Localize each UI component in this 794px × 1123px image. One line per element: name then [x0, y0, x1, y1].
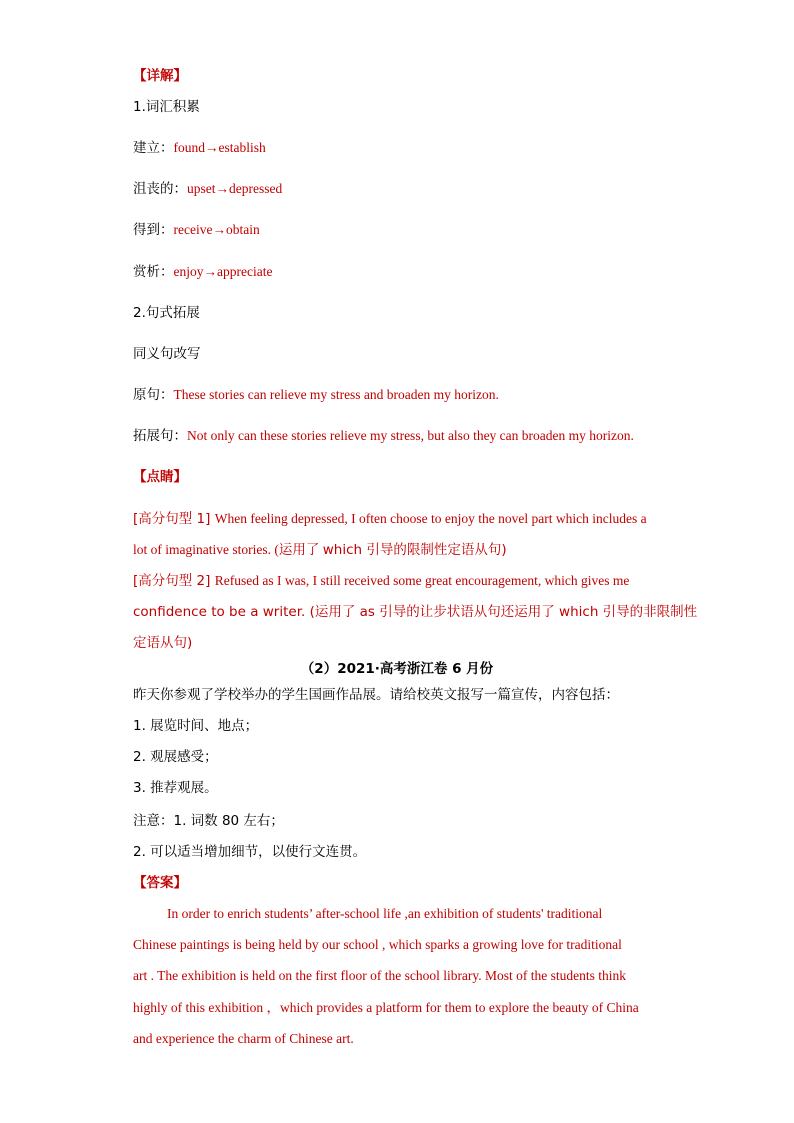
expanded-label: 拓展句：: [133, 428, 187, 444]
sentence-note: which 引导的限制性定语从句): [322, 542, 507, 558]
vocab-cn: 建立：: [133, 140, 174, 156]
vocab-cn: 沮丧的：: [133, 181, 187, 197]
expanded-text: Not only can these stories relieve my stress, but also they can broaden my horizon.: [187, 428, 634, 443]
task-item: 3. 推荐观展。: [133, 780, 218, 796]
original-label: 原句：: [133, 387, 174, 403]
sentence-tag: [高分句型 1]: [133, 511, 215, 527]
sentence-tag: [高分句型 2]: [133, 573, 215, 589]
sentence-text: lot of imaginative stories. (运用了: [133, 542, 323, 557]
answer-line: Chinese paintings is being held by our school , which sparks a growing love for traditional: [133, 937, 622, 952]
task-title: （2）2021·高考浙江卷 6 月份: [300, 661, 494, 677]
vocab-cn: 得到：: [133, 222, 174, 238]
answer-line: and experience the charm of Chinese art.: [133, 1031, 354, 1046]
highlight-sentence-2-end: 定语从句): [133, 635, 193, 651]
vocab-item: [133, 139, 266, 157]
sentence-text: When feeling depressed, I often choose to enjoy the novel part which includes a: [214, 511, 647, 526]
vocab-item: [133, 180, 282, 198]
highlight-sentence-1-cont: [133, 541, 507, 559]
vocab-en: receive→obtain: [173, 222, 260, 237]
highlight-heading: 【点睛】: [133, 469, 187, 485]
answer-heading: 【答案】: [133, 875, 187, 891]
vocab-en: upset→depressed: [187, 181, 283, 196]
highlight-sentence-2-cont: confidence to be a writer. (运用了 as 引导的让步状语从句还运用了 which 引导的非限制性: [133, 604, 698, 620]
task-note: 2. 可以适当增加细节，以使行文连贯。: [133, 844, 367, 860]
expanded-sentence: [133, 427, 634, 445]
task-prompt: 昨天你参观了学校举办的学生国画作品展。请给校英文报写一篇宣传，内容包括：: [133, 687, 619, 703]
highlight-sentence-1: [133, 510, 647, 528]
vocab-en: enjoy→appreciate: [173, 264, 273, 279]
vocab-en: found→establish: [173, 140, 266, 155]
vocab-item: [133, 221, 260, 239]
detail-heading: 【详解】: [133, 68, 187, 84]
highlight-sentence-2: [133, 572, 629, 590]
vocab-title: 1.词汇积累: [133, 99, 200, 115]
rewrite-title: 同义句改写: [133, 346, 201, 362]
vocab-item: [133, 263, 272, 281]
task-note: 注意：1. 词数 80 左右；: [133, 813, 284, 829]
original-sentence: [133, 386, 499, 404]
original-text: These stories can relieve my stress and broaden my horizon.: [173, 387, 499, 402]
task-item: 2. 观展感受；: [133, 749, 218, 765]
answer-line: highly of this exhibition ，which provides a platform for them to explore the beauty of China: [133, 1000, 639, 1015]
sentence-title: 2.句式拓展: [133, 305, 200, 321]
task-item: 1. 展览时间、地点；: [133, 718, 259, 734]
vocab-cn: 赏析：: [133, 264, 174, 280]
answer-line: In order to enrich students’ after-school life ,an exhibition of students' traditional: [167, 906, 603, 921]
sentence-text: Refused as I was, I still received some great encouragement, which gives me: [214, 573, 630, 588]
answer-line: art . The exhibition is held on the first floor of the school library. Most of the students think: [133, 968, 627, 983]
